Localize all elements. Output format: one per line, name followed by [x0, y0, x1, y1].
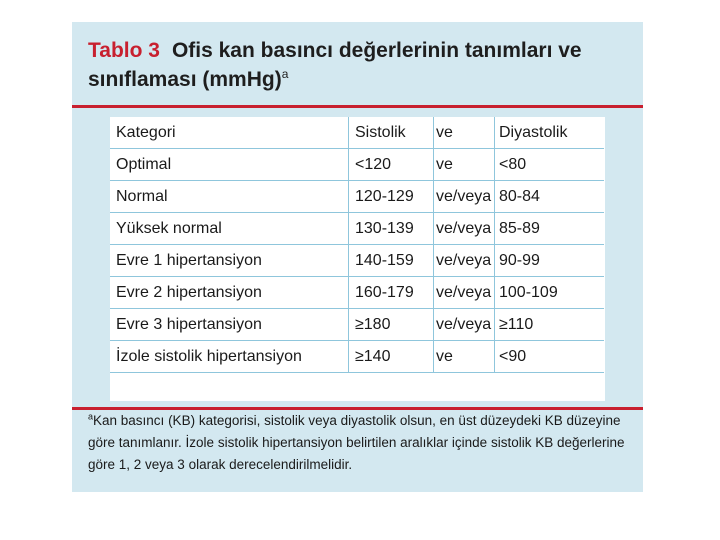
table-row	[110, 341, 604, 373]
table-row	[110, 245, 604, 277]
diastolic-cell: 90-99	[495, 245, 605, 277]
diastolic-cell: 100-109	[495, 277, 605, 309]
conjunction-cell: ve/veya	[434, 181, 495, 213]
table-row	[110, 149, 604, 181]
table-panel	[72, 22, 643, 492]
systolic-cell: 120-129	[349, 181, 434, 213]
category-cell: İzole sistolik hipertansiyon	[110, 341, 349, 373]
table-number: Tablo 3	[88, 39, 160, 62]
table-footnote	[88, 410, 633, 476]
table-container	[110, 117, 605, 401]
table-row	[110, 181, 604, 213]
conjunction-cell: ve	[434, 149, 495, 181]
category-cell: Yüksek normal	[110, 213, 349, 245]
category-cell: Evre 2 hipertansiyon	[110, 277, 349, 309]
footnote-text: Kan basıncı (KB) kategorisi, sistolik veya diyastolik olsun, en üst düzeydeki KB düzeyine göre tanımlanır. İzole sistolik hipertansiyon belirtilen aralıklar içinde sistolik KB değerlerine göre 1, 2 veya 3 olarak derecelendirilmelidir.	[88, 413, 625, 472]
blood-pressure-table	[110, 117, 604, 373]
systolic-cell: <120	[349, 149, 434, 181]
conjunction-cell: ve/veya	[434, 309, 495, 341]
header-ve: ve	[434, 117, 495, 149]
conjunction-cell: ve	[434, 341, 495, 373]
systolic-cell: ≥180	[349, 309, 434, 341]
category-cell: Evre 3 hipertansiyon	[110, 309, 349, 341]
category-cell: Optimal	[110, 149, 349, 181]
systolic-cell: 140-159	[349, 245, 434, 277]
category-cell: Evre 1 hipertansiyon	[110, 245, 349, 277]
category-cell: Normal	[110, 181, 349, 213]
footnote-marker: a	[88, 411, 94, 422]
conjunction-cell: ve/veya	[434, 213, 495, 245]
header-diyastolik: Diyastolik	[495, 117, 605, 149]
table-row	[110, 309, 604, 341]
systolic-cell: ≥140	[349, 341, 434, 373]
title-footnote-marker: a	[281, 67, 289, 81]
table-title	[88, 36, 633, 94]
table-title-text: Ofis kan basıncı değerlerinin tanımları ve sınıflaması (mmHg)	[88, 39, 582, 91]
diastolic-cell: 85-89	[495, 213, 605, 245]
table-header-row	[110, 117, 604, 149]
diastolic-cell: ≥110	[495, 309, 605, 341]
diastolic-cell: <90	[495, 341, 605, 373]
conjunction-cell: ve/veya	[434, 245, 495, 277]
diastolic-cell: 80-84	[495, 181, 605, 213]
table-row	[110, 277, 604, 309]
top-divider	[72, 105, 643, 108]
header-kategori: Kategori	[110, 117, 349, 149]
conjunction-cell: ve/veya	[434, 277, 495, 309]
header-sistolik: Sistolik	[349, 117, 434, 149]
systolic-cell: 130-139	[349, 213, 434, 245]
table-row	[110, 213, 604, 245]
systolic-cell: 160-179	[349, 277, 434, 309]
diastolic-cell: <80	[495, 149, 605, 181]
